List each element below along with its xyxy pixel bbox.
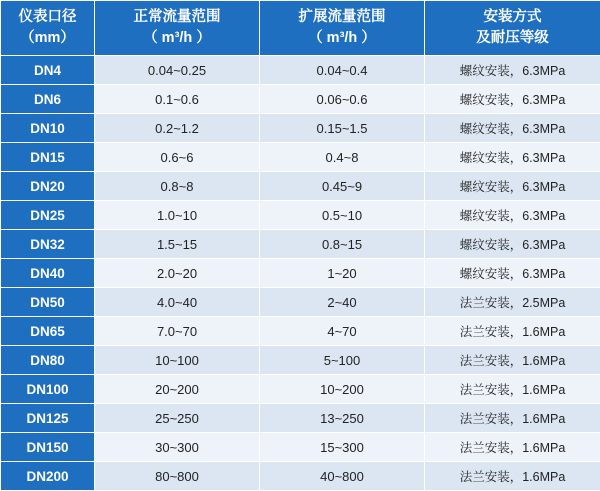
cell-normal-range: 0.8~8 (95, 172, 260, 201)
cell-diameter: DN10 (1, 114, 95, 143)
table-row (1, 375, 600, 404)
cell-install-pressure: 法兰安装，1.6MPa (425, 317, 600, 346)
cell-diameter: DN32 (1, 230, 95, 259)
table-row (1, 259, 600, 288)
cell-normal-range: 0.6~6 (95, 143, 260, 172)
table-row (1, 346, 600, 375)
cell-normal-range: 30~300 (95, 433, 260, 462)
cell-normal-range: 1.5~15 (95, 230, 260, 259)
column-header-extended-range-line1: 扩展流量范围 (299, 9, 386, 25)
cell-normal-range: 0.1~0.6 (95, 85, 260, 114)
cell-extended-range: 0.45~9 (260, 172, 425, 201)
table-row (1, 433, 600, 462)
cell-extended-range: 0.5~10 (260, 201, 425, 230)
cell-normal-range: 80~800 (95, 462, 260, 491)
column-header-normal-range-line1: 正常流量范围 (134, 9, 221, 25)
cell-install-pressure: 螺纹安装，6.3MPa (425, 85, 600, 114)
cell-normal-range: 25~250 (95, 404, 260, 433)
cell-install-pressure: 法兰安装，1.6MPa (425, 375, 600, 404)
table-row (1, 201, 600, 230)
table-row (1, 230, 600, 259)
cell-install-pressure: 螺纹安装，6.3MPa (425, 230, 600, 259)
cell-normal-range: 7.0~70 (95, 317, 260, 346)
cell-extended-range: 15~300 (260, 433, 425, 462)
cell-normal-range: 20~200 (95, 375, 260, 404)
table-row (1, 462, 600, 491)
table-row (1, 114, 600, 143)
cell-normal-range: 1.0~10 (95, 201, 260, 230)
cell-diameter: DN25 (1, 201, 95, 230)
cell-install-pressure: 螺纹安装，6.3MPa (425, 259, 600, 288)
table-row (1, 143, 600, 172)
column-header-extended-range-line2: （ m³/h ） (262, 28, 422, 49)
cell-normal-range: 4.0~40 (95, 288, 260, 317)
cell-install-pressure: 螺纹安装，6.3MPa (425, 56, 600, 85)
cell-extended-range: 40~800 (260, 462, 425, 491)
cell-diameter: DN80 (1, 346, 95, 375)
column-header-install-pressure-line2: 及耐压等级 (427, 28, 598, 49)
cell-extended-range: 1~20 (260, 259, 425, 288)
cell-diameter: DN6 (1, 85, 95, 114)
cell-diameter: DN4 (1, 56, 95, 85)
cell-normal-range: 0.04~0.25 (95, 56, 260, 85)
table-row (1, 404, 600, 433)
table-body (1, 56, 600, 491)
cell-normal-range: 10~100 (95, 346, 260, 375)
table-row (1, 172, 600, 201)
cell-extended-range: 0.04~0.4 (260, 56, 425, 85)
cell-install-pressure: 法兰安装，1.6MPa (425, 346, 600, 375)
cell-diameter: DN20 (1, 172, 95, 201)
cell-install-pressure: 法兰安装，1.6MPa (425, 433, 600, 462)
cell-extended-range: 10~200 (260, 375, 425, 404)
cell-diameter: DN100 (1, 375, 95, 404)
cell-extended-range: 13~250 (260, 404, 425, 433)
cell-extended-range: 5~100 (260, 346, 425, 375)
cell-extended-range: 0.15~1.5 (260, 114, 425, 143)
cell-install-pressure: 法兰安装，2.5MPa (425, 288, 600, 317)
table-row (1, 288, 600, 317)
cell-install-pressure: 螺纹安装，6.3MPa (425, 114, 600, 143)
column-header-diameter-line1: 仪表口径 (19, 9, 77, 25)
cell-diameter: DN200 (1, 462, 95, 491)
table-row (1, 85, 600, 114)
column-header-normal-range (95, 1, 260, 56)
table-row (1, 56, 600, 85)
column-header-install-pressure (425, 1, 600, 56)
cell-install-pressure: 螺纹安装，6.3MPa (425, 172, 600, 201)
header-row (1, 1, 600, 56)
cell-diameter: DN40 (1, 259, 95, 288)
column-header-normal-range-line2: （ m³/h ） (97, 28, 257, 49)
cell-extended-range: 4~70 (260, 317, 425, 346)
cell-install-pressure: 法兰安装，1.6MPa (425, 462, 600, 491)
cell-diameter: DN50 (1, 288, 95, 317)
cell-diameter: DN125 (1, 404, 95, 433)
cell-extended-range: 2~40 (260, 288, 425, 317)
cell-install-pressure: 螺纹安装，6.3MPa (425, 201, 600, 230)
column-header-diameter (1, 1, 95, 56)
table-row (1, 317, 600, 346)
cell-install-pressure: 螺纹安装，6.3MPa (425, 143, 600, 172)
table-header (1, 1, 600, 56)
cell-diameter: DN150 (1, 433, 95, 462)
column-header-extended-range (260, 1, 425, 56)
cell-diameter: DN15 (1, 143, 95, 172)
cell-diameter: DN65 (1, 317, 95, 346)
cell-install-pressure: 法兰安装，1.6MPa (425, 404, 600, 433)
cell-normal-range: 2.0~20 (95, 259, 260, 288)
cell-extended-range: 0.4~8 (260, 143, 425, 172)
cell-extended-range: 0.06~0.6 (260, 85, 425, 114)
cell-normal-range: 0.2~1.2 (95, 114, 260, 143)
column-header-install-pressure-line1: 安装方式 (484, 9, 542, 25)
column-header-diameter-line2: （mm） (3, 28, 92, 49)
cell-extended-range: 0.8~15 (260, 230, 425, 259)
